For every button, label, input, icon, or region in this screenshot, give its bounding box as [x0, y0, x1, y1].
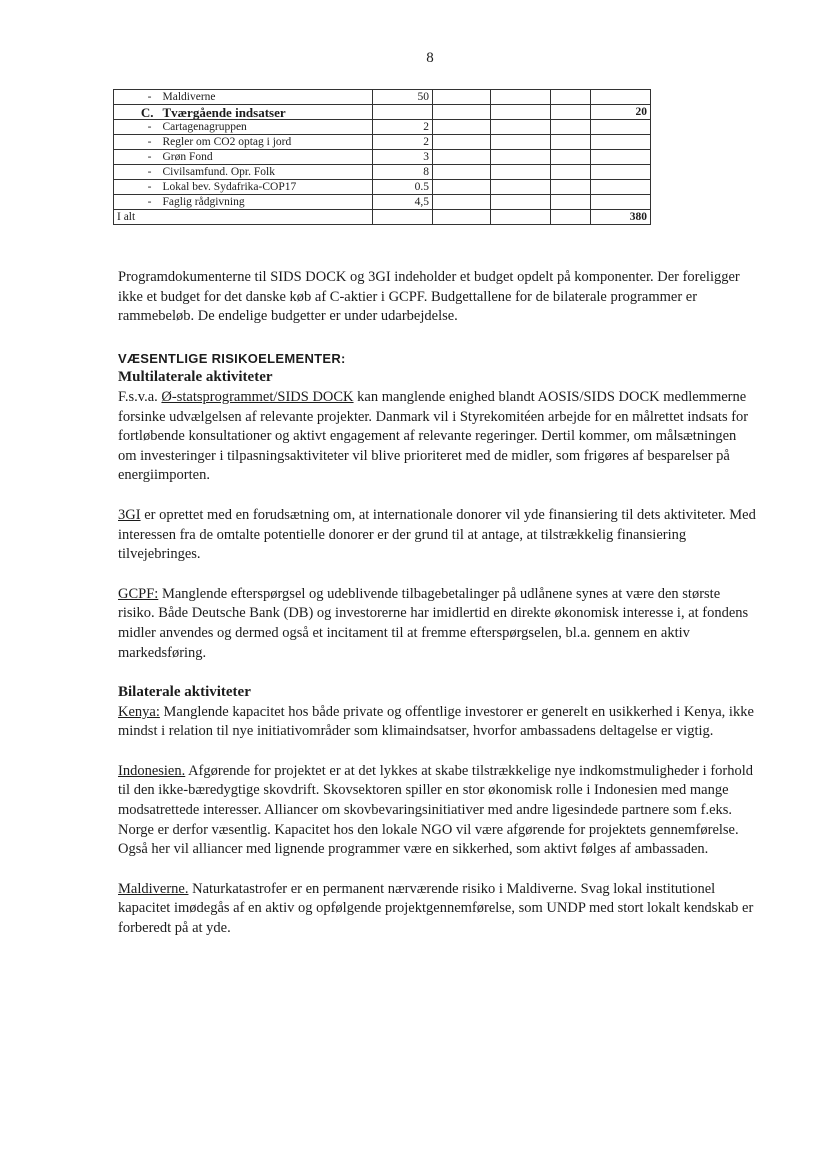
empty-cell — [433, 135, 491, 150]
row-amount — [373, 105, 433, 120]
empty-cell — [491, 105, 551, 120]
total-label: I alt — [114, 210, 373, 225]
maldives-paragraph — [118, 880, 758, 939]
row-amount: 2 — [373, 120, 433, 135]
row-marker: - — [114, 150, 160, 165]
row-total: 20 — [591, 105, 651, 120]
empty-cell — [491, 180, 551, 195]
row-marker: - — [114, 120, 160, 135]
indonesia-paragraph — [118, 762, 758, 860]
paragraph-text: Afgørende for projektet er at det lykkes at skabe tilstrækkelige nye indkomstmuligheder i forhold til den ikke-bæredygtige skovdrift. Skovsektoren spiller en stor økonomisk rolle i Indonesien med mange modsatrettede interesser. Alliancer om skovbevaringsinitiativer med andre ligesindede partnere som f.eks. Norge er derfor væsentlig. Kapacitet hos den lokale NGO vil være afgørende for projektets gennemførelse. Også her vil alliancer med lignende programmer være en sikkerhed, som aktivt følges af ambassaden. — [118, 762, 754, 858]
empty-cell — [433, 120, 491, 135]
3gi-label: 3GI — [118, 506, 141, 523]
paragraph-text: Manglende kapacitet hos både private og offentlige investorer er generelt en usikkerhed i Kenya, ikke mindst i relation til nye initiativområder som klimaindsatser, hvorfor ambassadens deltagelse er vigtig. — [118, 703, 754, 740]
kenya-paragraph — [118, 703, 758, 742]
empty-cell — [433, 165, 491, 180]
table-row — [114, 120, 651, 135]
empty-cell — [551, 120, 591, 135]
table-row — [114, 150, 651, 165]
budget-table — [113, 89, 651, 225]
gcpf-label: GCPF: — [118, 585, 159, 602]
paragraph-prefix: F.s.v.a. — [118, 388, 162, 405]
empty-cell — [433, 195, 491, 210]
table-row — [114, 180, 651, 195]
empty-cell — [551, 90, 591, 105]
empty-cell — [551, 105, 591, 120]
row-amount: 3 — [373, 150, 433, 165]
empty-cell — [373, 210, 433, 225]
gcpf-paragraph — [118, 585, 758, 663]
row-total — [591, 165, 651, 180]
risk-heading: VÆSENTLIGE RISIKOELEMENTER: — [118, 350, 346, 366]
table-row — [114, 195, 651, 210]
row-marker: - — [114, 165, 160, 180]
3gi-paragraph — [118, 506, 758, 565]
table-row — [114, 165, 651, 180]
paragraph-text: kan manglende enighed blandt AOSIS/SIDS DOCK medlemmerne forsinke udvælgelsen af relevante projekter. Danmark vil i Styrekomitéen arbejde for en målrettet indsats for fortløbende konsultationer og aktivt engagement af relevante regeringer. Dertil kommer, om målsætningen om investeringer i tilpasningsaktiviteter vil blive prioriteret med de midler, som frigøres af besparelser på energiimporten. — [118, 388, 749, 484]
row-label: Maldiverne — [160, 90, 373, 105]
indonesia-label: Indonesien. — [118, 762, 186, 779]
row-amount: 2 — [373, 135, 433, 150]
empty-cell — [551, 165, 591, 180]
empty-cell — [433, 150, 491, 165]
empty-cell — [551, 150, 591, 165]
row-label: Grøn Fond — [160, 150, 373, 165]
empty-cell — [433, 210, 491, 225]
row-label: Cartagenagruppen — [160, 120, 373, 135]
row-total — [591, 90, 651, 105]
bilateral-heading: Bilaterale aktiviteter — [118, 684, 251, 701]
row-total — [591, 180, 651, 195]
empty-cell — [491, 165, 551, 180]
row-label: Lokal bev. Sydafrika-COP17 — [160, 180, 373, 195]
page-number: 8 — [426, 50, 434, 66]
intro-paragraph: Programdokumenterne til SIDS DOCK og 3GI indeholder et budget opdelt på komponenter. Der foreligger ikke et budget for det danske køb af C-aktier i GCPF. Budgettallene for de bilaterale programmer er rammebeløb. De endelige budgetter er under udarbejdelse. — [118, 269, 740, 325]
empty-cell — [433, 105, 491, 120]
empty-cell — [491, 210, 551, 225]
document-body — [118, 268, 758, 939]
row-total — [591, 135, 651, 150]
row-label: Regler om CO2 optag i jord — [160, 135, 373, 150]
table-row — [114, 105, 651, 120]
empty-cell — [491, 120, 551, 135]
maldives-label: Maldiverne. — [118, 880, 189, 897]
row-total — [591, 150, 651, 165]
row-label: Faglig rådgivning — [160, 195, 373, 210]
row-marker: C. — [114, 105, 160, 120]
paragraph-text: Naturkatastrofer er en permanent nærværende risiko i Maldiverne. Svag lokal institutionel kapacitet imødegås af en aktiv og opfølgende projektgennemførelse, som UNDP med stort lokalt kendskab er forberedt på at yde. — [118, 880, 754, 937]
table-total-row — [114, 210, 651, 225]
kenya-label: Kenya: — [118, 703, 160, 720]
empty-cell — [551, 195, 591, 210]
sids-dock-label: Ø-statsprogrammet/SIDS DOCK — [161, 388, 354, 405]
row-total — [591, 195, 651, 210]
empty-cell — [551, 210, 591, 225]
row-label: Civilsamfund. Opr. Folk — [160, 165, 373, 180]
empty-cell — [491, 90, 551, 105]
empty-cell — [551, 180, 591, 195]
empty-cell — [551, 135, 591, 150]
row-amount: 50 — [373, 90, 433, 105]
table-row — [114, 90, 651, 105]
row-amount: 0.5 — [373, 180, 433, 195]
empty-cell — [433, 180, 491, 195]
empty-cell — [433, 90, 491, 105]
sids-dock-paragraph — [118, 388, 758, 486]
paragraph-text: Manglende efterspørgsel og udeblivende tilbagebetalinger på udlånene synes at være den største risiko. Både Deutsche Bank (DB) og investorerne har imidlertid en direkte økonomisk interesse i, at fondens midler anvendes og dermed også et incitament til at fremme efterspørgselen, bl.a. gennem en aktiv markedsføring. — [118, 585, 749, 661]
empty-cell — [491, 150, 551, 165]
row-marker: - — [114, 90, 160, 105]
empty-cell — [491, 195, 551, 210]
row-label: Tværgående indsatser — [160, 105, 373, 120]
row-marker: - — [114, 180, 160, 195]
row-amount: 8 — [373, 165, 433, 180]
row-marker: - — [114, 135, 160, 150]
row-total — [591, 120, 651, 135]
total-value: 380 — [591, 210, 651, 225]
row-amount: 4,5 — [373, 195, 433, 210]
empty-cell — [491, 135, 551, 150]
multilateral-heading: Multilaterale aktiviteter — [118, 369, 273, 386]
table-row — [114, 135, 651, 150]
row-marker: - — [114, 195, 160, 210]
paragraph-text: er oprettet med en forudsætning om, at internationale donorer vil yde finansiering til dets aktiviteter. Med interessen fra de omtalte potentielle donorer er der grund til at antage, at tilstrækkelig finansiering tilvejebringes. — [118, 506, 756, 563]
